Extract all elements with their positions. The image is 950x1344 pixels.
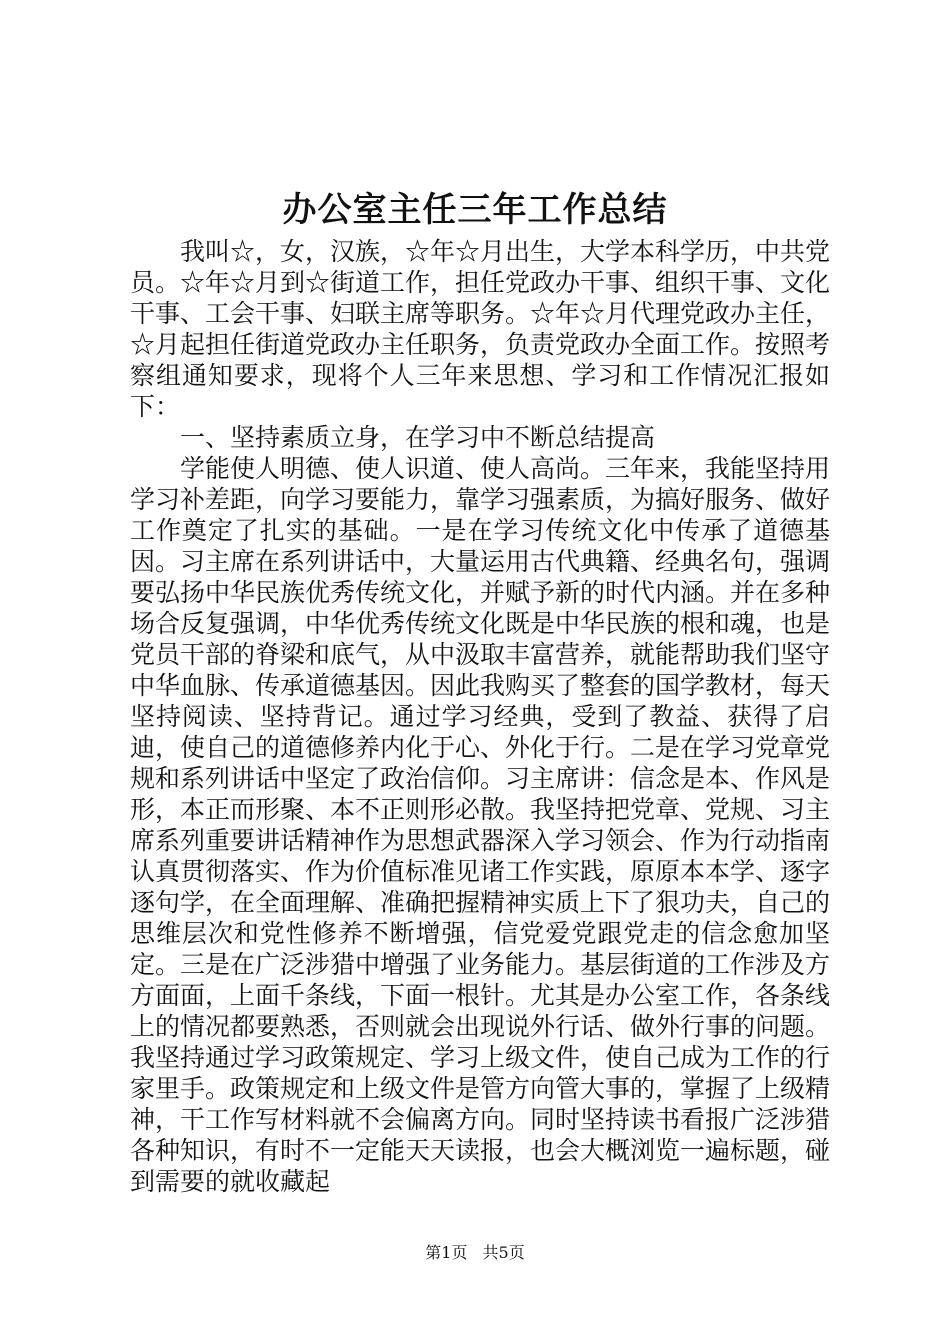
page-number: 第1页: [425, 1243, 468, 1262]
section-heading: 一、坚持素质立身，在学习中不断总结提高: [180, 423, 656, 452]
page-total: 共5页: [482, 1243, 525, 1262]
intro-paragraph: 我叫☆，女，汉族，☆年☆月出生，大学本科学历，中共党员。☆年☆月到☆街道工作，担任党政办干事、组织干事、文化干事、工会干事、妇联主席等职务。☆年☆月代理党政办主任，☆月起担任街道党政办主任职务，负责党政办全面工作。按照考察组通知要求，现将个人三年来思想、学习和工作情况汇报如下：: [130, 237, 831, 421]
page-footer: [0, 1242, 950, 1264]
body-paragraph: 学能使人明德、使人识道、使人高尚。三年来，我能坚持用学习补差距，向学习要能力，靠学习强素质，为搞好服务、做好工作奠定了扎实的基础。一是在学习传统文化中传承了道德基因。习主席在系列讲话中，大量运用古代典籍、经典名句，强调要弘扬中华民族优秀传统文化，并赋予新的时代内涵。并在多种场合反复强调，中华优秀传统文化既是中华民族的根和魂，也是党员干部的脊梁和底气，从中汲取丰富营养，就能帮助我们坚守中华血脉、传承道德基因。因此我购买了整套的国学教材，每天坚持阅读、坚持背记。通过学习经典，受到了教益、获得了启迪，使自己的道德修养内化于心、外化于行。二是在学习党章党规和系列讲话中坚定了政治信仰。习主席讲：信念是本、作风是形，本正而形聚、本不正则形必散。我坚持把党章、党规、习主席系列重要讲话精神作为思想武器深入学习领会、作为行动指南认真贯彻落实、作为价值标准见诸工作实践，原原本本学、逐字逐句学，在全面理解、准确把握精神实质上下了狠功夫，自己的思维层次和党性修养不断增强，信党爱党跟党走的信念愈加坚定。三是在广泛涉猎中增强了业务能力。基层街道的工作涉及方方面面，上面千条线，下面一根针。尤其是办公室工作，各条线上的情况都要熟悉，否则就会出现说外行话、做外行事的问题。我坚持通过学习政策规定、学习上级文件，使自己成为工作的行家里手。政策规定和上级文件是管方向管大事的，掌握了上级精神，干工作写材料就不会偏离方向。同时坚持读书看报广泛涉猎各种知识，有时不一定能天天读报，也会大概浏览一遍标题，碰到需要的就收藏起: [130, 454, 831, 1196]
document-title: 办公室主任三年工作总结: [282, 190, 668, 230]
document-body: [130, 236, 830, 1197]
